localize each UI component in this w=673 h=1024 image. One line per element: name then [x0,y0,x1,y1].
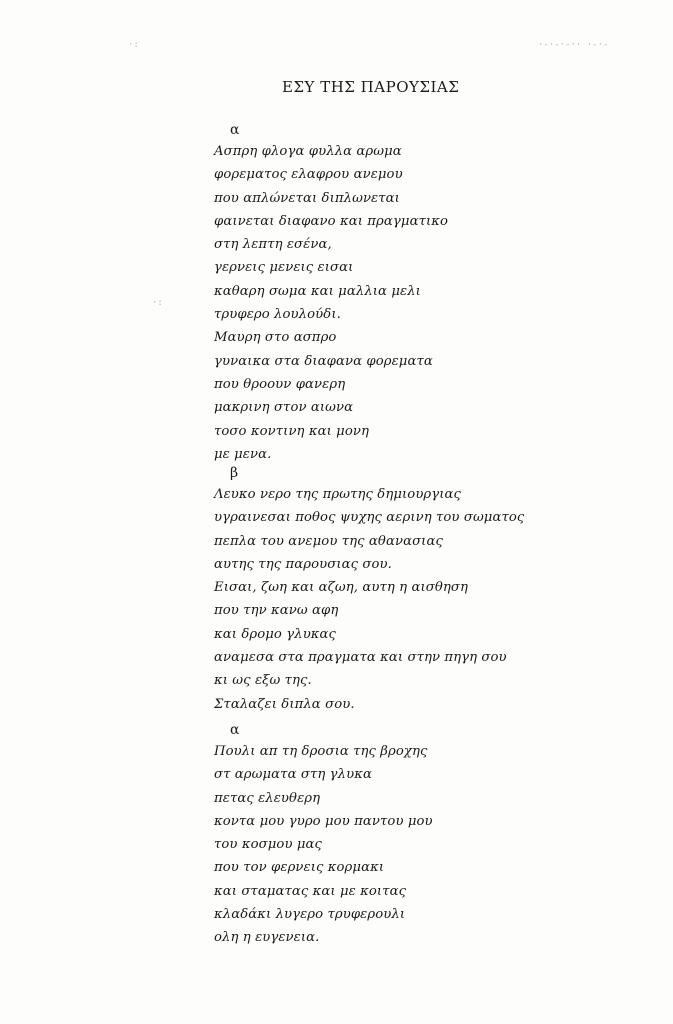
poem-line: που την κανω αφη [214,603,339,619]
poem-line: Σταλαζει διπλα σου. [214,696,355,712]
poem-line: που θροουν φανερη [214,376,346,392]
poem-line: φορεματος ελαφρου ανεμου [214,167,403,183]
poem-line: που απλώνεται διπλωνεται [214,190,400,206]
poem-line: Λευκο νερο της πρωτης δημιουργιας [214,487,462,502]
poem-line: αναμεσα στα πραγματα και στην πηγη σου [214,650,507,666]
poem-line: υγραινεσαι ποθος ψυχης αερινη του σωματος [214,510,525,526]
section-marker: α [230,122,240,138]
poem-line: φαινεται διαφανο και πραγματικο [214,213,449,229]
poem-line: του κοσμου μας [214,837,323,853]
scan-noise: ·: [152,298,163,308]
poem-section-1 [214,120,654,466]
section-marker: α [230,722,240,738]
poem-line: που τον φερνεις κορμακι [214,860,385,876]
poem-line: Μαυρη στο ασπρο [214,330,337,346]
poem-line: πετας ελευθερη [214,790,321,806]
poem-line: στη λεπτη εσένα, [214,237,332,253]
poem-line: ολη η ευγενεια. [214,930,320,946]
poem-line: αυτης της παρουσιας σου. [214,556,392,572]
poem-title: ΕΣΥ ΤΗΣ ΠΑΡΟΥΣΙΑΣ [282,78,460,96]
poem-line: κι ως εξω της. [214,673,312,689]
scan-noise: ·-·-·-·· ·-·- [538,40,609,50]
poem-line: κοντα μου γυρο μου παντου μου [214,813,433,829]
poem-line: γερνεις μενεις εισαι [214,260,354,276]
scan-noise: ·: [128,40,139,50]
poem-section-3 [214,720,654,950]
poem-line: τοσο κοντινη και μονη [214,423,369,439]
poem-line: Εισαι, ζωη και αζωη, αυτη η αισθηση [214,580,468,596]
poem-line: μακρινη στον αιωνα [214,400,354,416]
poem-line: και σταματας και με κοιτας [214,883,407,899]
poem-line: με μενα. [214,446,272,462]
poem-line: πεπλα του ανεμου της αθανασιας [214,533,443,549]
poem-line: κλαδάκι λυγερο τρυφερουλι [214,907,406,923]
poem-section-2 [214,463,654,716]
poem-line: καθαρη σωμα και μαλλια μελι [214,283,421,299]
poem-line: στ αρωματα στη γλυκα [214,767,372,783]
section-marker: β [230,465,239,481]
poem-line: Πουλι απ τη δροσια της βροχης [214,744,428,759]
poem-line: γυναικα στα διαφανα φορεματα [214,353,433,369]
poem-line: Ασπρη φλογα φυλλα αρωμα [214,144,402,159]
poem-line: και δρομο γλυκας [214,626,337,642]
poem-line: τρυφερο λουλούδι. [214,307,341,323]
